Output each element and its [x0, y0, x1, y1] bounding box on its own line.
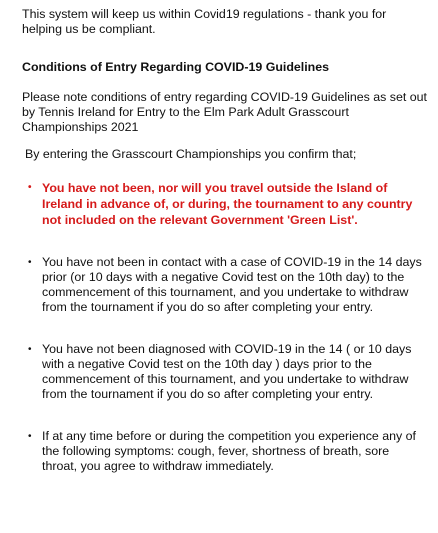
bullet-icon: •: [28, 431, 32, 442]
list-item-symptoms: [22, 429, 426, 474]
notice-text: Please note conditions of entry regarding COVID-19 Guidelines as set out by Tennis Ireland for Entry to the Elm Park Adult Grasscourt Championships 2021: [22, 90, 427, 134]
list-item-diagnosed: [22, 342, 426, 402]
list-item-green-list: [22, 180, 426, 228]
condition-text: You have not been, nor will you travel outside the Island of Ireland in advance of, or during, the tournament to any country not included on the relevant Government 'Green List'.: [42, 181, 413, 227]
section-heading: Conditions of Entry Regarding COVID-19 Guidelines: [22, 60, 330, 74]
bullet-icon: •: [28, 344, 32, 355]
conditions-list: [22, 180, 438, 474]
condition-text: You have not been diagnosed with COVID-19 in the 14 ( or 10 days with a negative Covid test on the 10th day ) days prior to the commencement of this tournament, and you undertake to withdraw from the tournament if you do so after completing your entry.: [42, 342, 412, 401]
condition-text: If at any time before or during the competition you experience any of the following symptoms: cough, fever, shortness of breath, sore throat, you agree to withdraw immediately.: [42, 429, 417, 473]
condition-text: You have not been in contact with a case of COVID-19 in the 14 days prior (or 10 days with a negative Covid test on the 10th day) to the commencement of this tournament, and you undertake to withdraw from the tournament if you do so after completing your entry.: [42, 255, 422, 314]
confirm-text: By entering the Grasscourt Championships you confirm that;: [25, 147, 357, 161]
bullet-icon: •: [28, 257, 32, 268]
bullet-icon: •: [28, 182, 32, 193]
list-item-contact: [22, 255, 426, 315]
intro-text: This system will keep us within Covid19 regulations - thank you for helping us be compliant.: [22, 7, 387, 36]
